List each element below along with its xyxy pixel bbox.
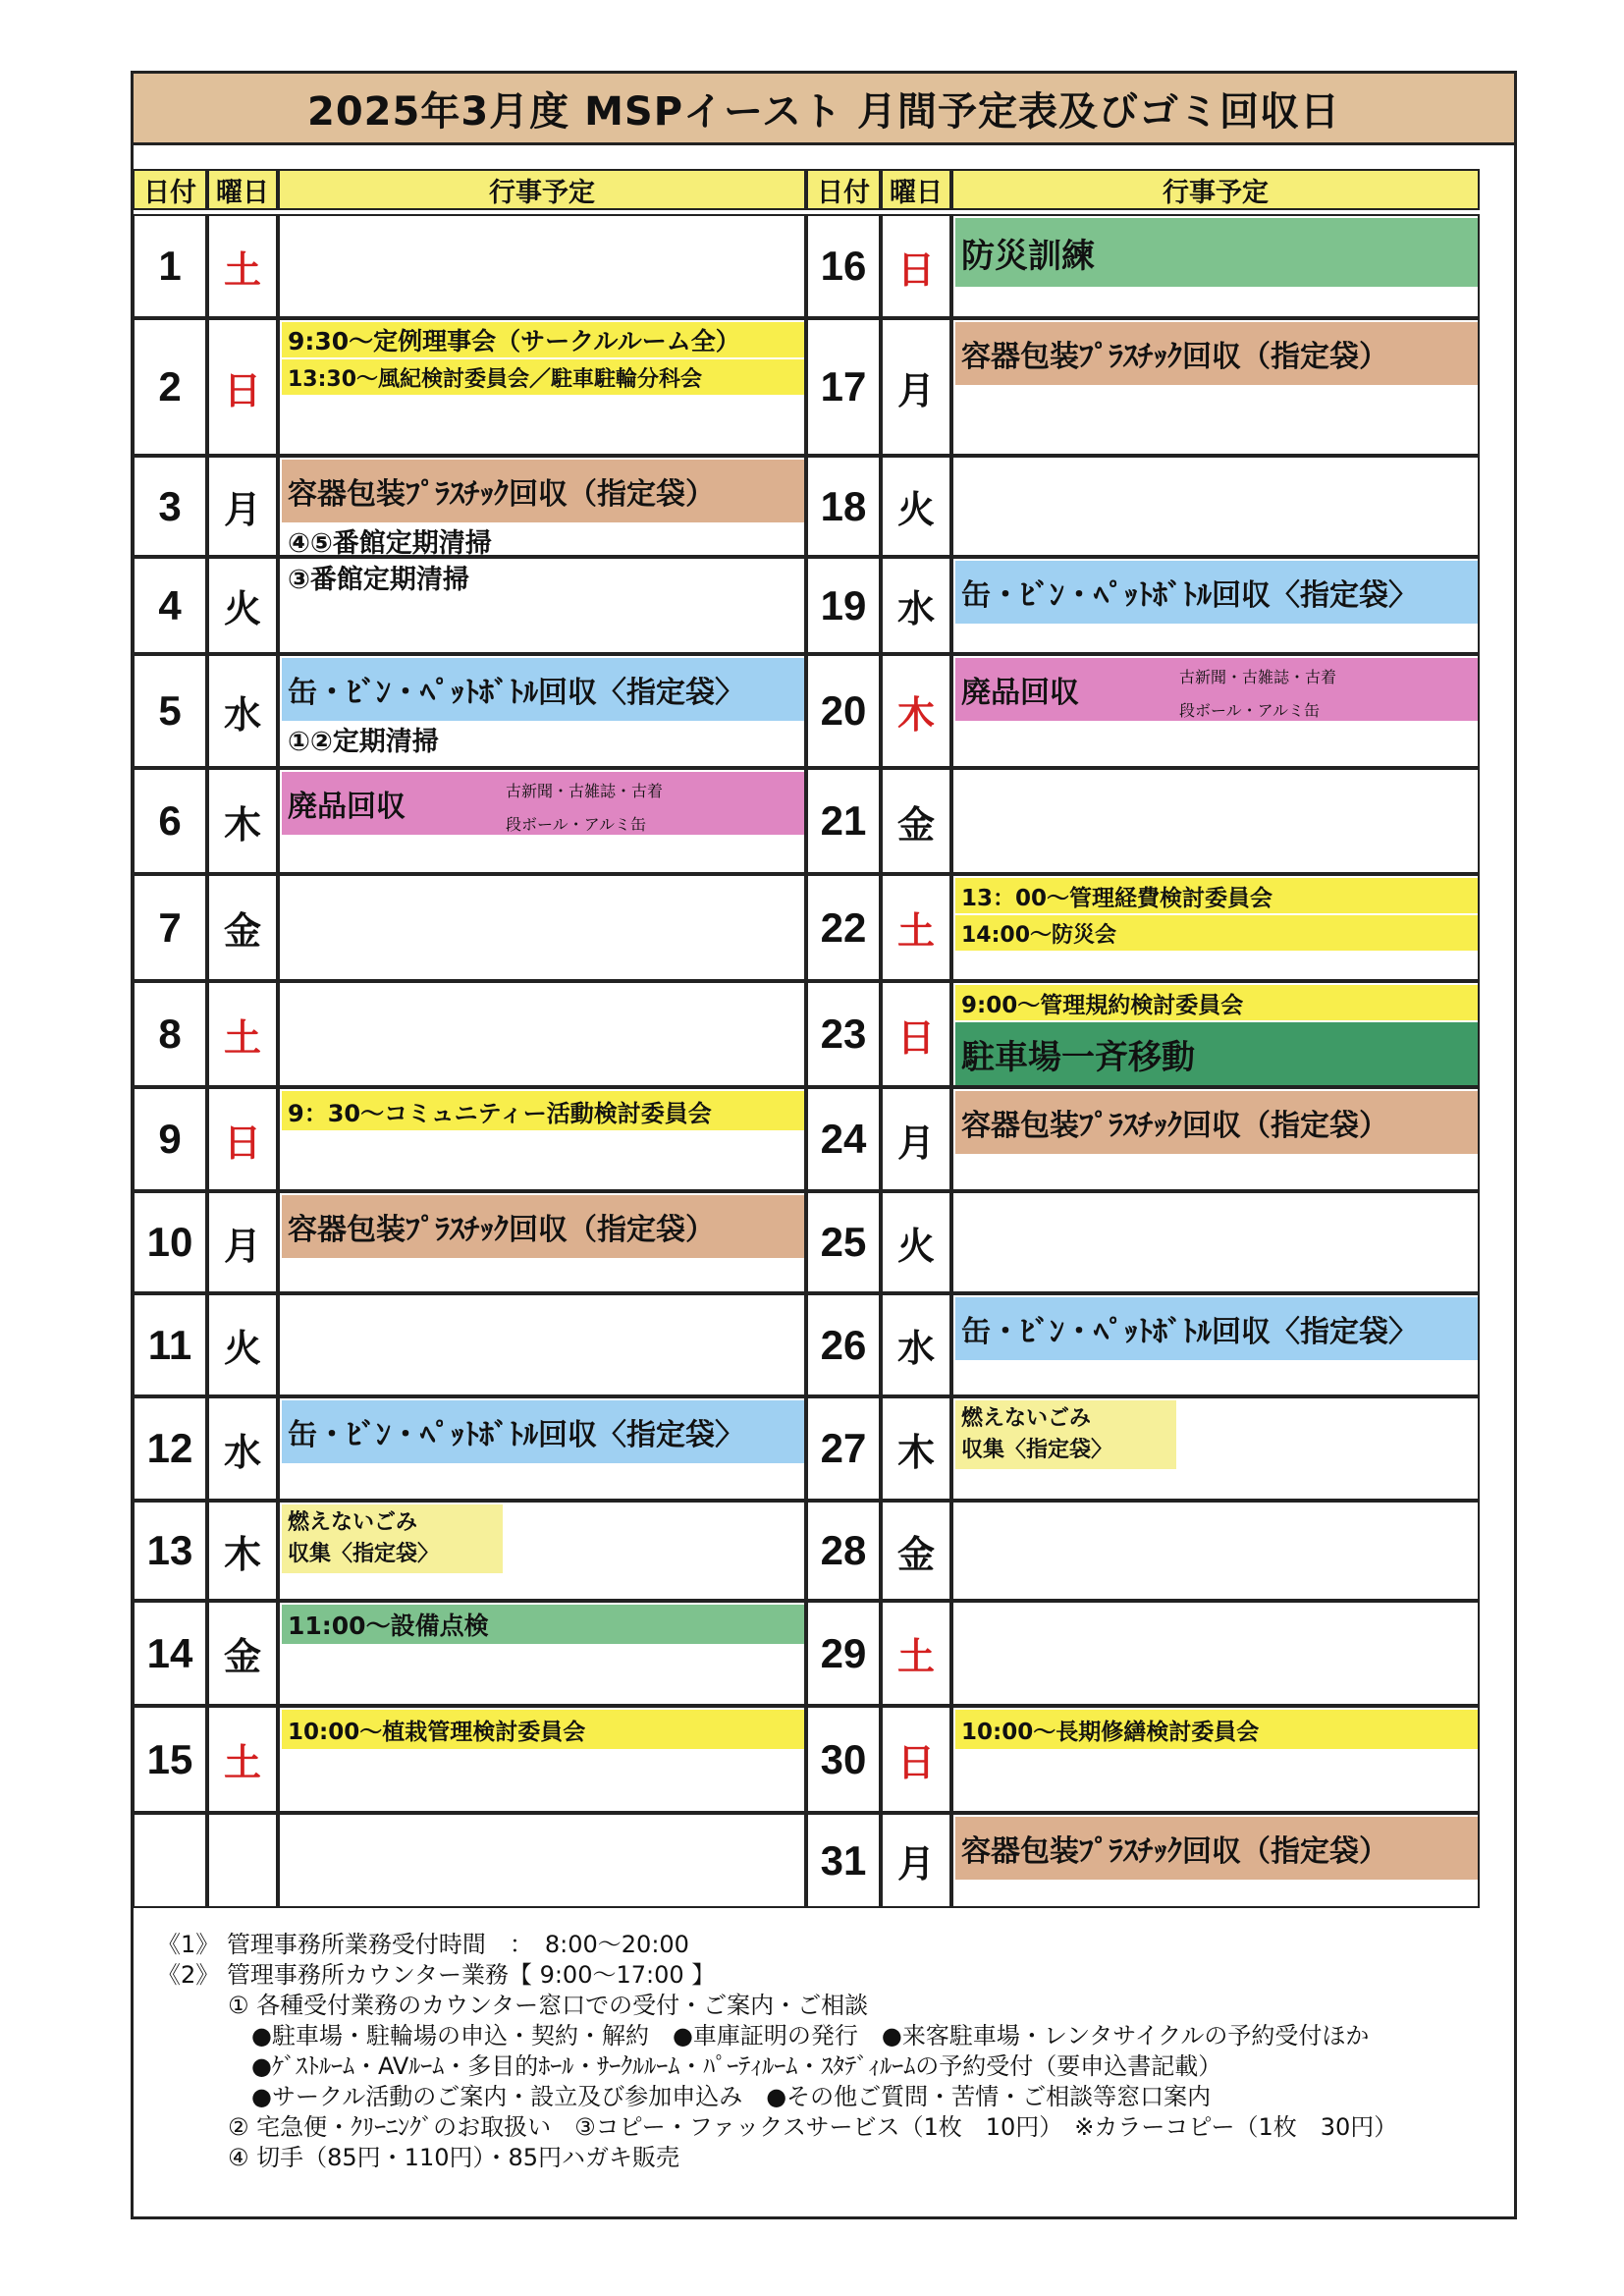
event-text: 11:00～設備点検	[288, 1612, 489, 1640]
table-row	[133, 1601, 806, 1706]
table-row	[133, 654, 806, 768]
day-number: 16	[806, 214, 881, 318]
weekday-label	[207, 1813, 278, 1908]
weekday-label: 水	[881, 557, 951, 654]
table-row	[133, 768, 806, 874]
events-cell	[951, 1396, 1480, 1501]
event-item	[282, 1195, 804, 1258]
weekday-label: 土	[207, 1706, 278, 1813]
events-cell	[951, 557, 1480, 654]
event-text: 廃品回収	[288, 790, 406, 824]
event-item	[282, 561, 792, 595]
weekday-label: 木	[207, 768, 278, 874]
event-item	[955, 1710, 1478, 1749]
event-text: ③番館定期清掃	[288, 564, 469, 595]
weekday-label: 火	[207, 1293, 278, 1396]
day-number: 23	[806, 981, 881, 1087]
page-title: 2025年3月度 MSPイースト 月間予定表及びゴミ回収日	[131, 71, 1517, 145]
day-number: 21	[806, 768, 881, 874]
events-cell	[951, 1087, 1480, 1191]
event-text: 缶・ﾋﾞﾝ・ﾍﾟｯﾄﾎﾞﾄﾙ回収〈指定袋〉	[288, 1418, 744, 1452]
events-cell	[951, 1191, 1480, 1293]
event-item	[282, 723, 792, 757]
event-item	[955, 985, 1478, 1020]
day-number: 24	[806, 1087, 881, 1191]
day-number: 6	[133, 768, 207, 874]
event-subtext: 段ボール・アルミ缶	[506, 815, 647, 834]
event-text: 14:00～防災会	[961, 922, 1117, 948]
weekday-label: 火	[881, 1191, 951, 1293]
table-row	[133, 456, 806, 557]
note-line: ●サークル活動のご案内・設立及び参加申込み ●その他ご質問・苦情・ご相談等窓口案内	[157, 2083, 1212, 2110]
events-cell	[951, 1813, 1480, 1908]
events-cell	[278, 1706, 806, 1813]
weekday-label: 月	[207, 456, 278, 557]
events-cell	[951, 768, 1480, 874]
event-item	[955, 658, 1478, 721]
table-row	[806, 1813, 1480, 1908]
table-row	[133, 1293, 806, 1396]
table-row	[806, 318, 1480, 456]
header-row	[806, 169, 1480, 210]
day-number: 25	[806, 1191, 881, 1293]
event-item	[282, 1605, 804, 1644]
day-number: 3	[133, 456, 207, 557]
weekday-label: 木	[207, 1501, 278, 1601]
weekday-label: 月	[881, 1813, 951, 1908]
event-line: 燃えないごみ	[961, 1406, 1092, 1431]
table-row	[806, 1706, 1480, 1813]
note-line: ●駐車場・駐輪場の申込・契約・解約 ●車庫証明の発行 ●来客駐車場・レンタサイクルの予約受付ほか	[157, 2022, 1370, 2050]
table-row	[806, 981, 1480, 1087]
day-number: 26	[806, 1293, 881, 1396]
event-item	[282, 524, 792, 559]
table-row	[133, 1813, 806, 1908]
event-text: 13：00～管理経費検討委員会	[961, 885, 1273, 911]
event-text: 防災訓練	[961, 236, 1095, 276]
note-line: ●ｹﾞｽﾄﾙｰﾑ・AVﾙｰﾑ・多目的ﾎｰﾙ・ｻｰｸﾙﾙｰﾑ・ﾊﾟｰﾃｨﾙｰﾑ・ｽﾀﾃﾞｨﾙｰﾑの予約受付（要申込書記載）	[157, 2052, 1222, 2080]
events-cell	[951, 1706, 1480, 1813]
events-cell	[278, 1813, 806, 1908]
event-item	[955, 1091, 1478, 1154]
table-row	[133, 557, 806, 654]
day-number: 15	[133, 1706, 207, 1813]
weekday-label: 金	[881, 768, 951, 874]
events-cell	[951, 1293, 1480, 1396]
events-cell	[951, 1601, 1480, 1706]
weekday-label: 土	[881, 874, 951, 981]
header-events: 行事予定	[951, 169, 1480, 210]
event-item	[282, 359, 804, 395]
weekday-label: 日	[881, 981, 951, 1087]
header-row	[133, 169, 806, 210]
event-text: 容器包装ﾌﾟﾗｽﾁｯｸ回収（指定袋）	[961, 1109, 1388, 1143]
weekday-label: 土	[207, 214, 278, 318]
day-number	[133, 1813, 207, 1908]
weekday-label: 日	[207, 318, 278, 456]
events-cell	[951, 654, 1480, 768]
event-item	[955, 218, 1478, 287]
header-date: 日付	[133, 169, 207, 210]
table-row	[806, 768, 1480, 874]
day-number: 4	[133, 557, 207, 654]
day-number: 1	[133, 214, 207, 318]
table-row	[806, 557, 1480, 654]
weekday-label: 土	[207, 981, 278, 1087]
weekday-label: 木	[881, 1396, 951, 1501]
weekday-label: 水	[207, 654, 278, 768]
event-line: 収集〈指定袋〉	[288, 1542, 440, 1566]
note-line: ② 宅急便・ｸﾘｰﾆﾝｸﾞのお取扱い ③コピー・ファックスサービス（1枚 10円） ※カラーコピー（1枚 30円）	[157, 2113, 1398, 2141]
note-line: 《1》 管理事務所業務受付時間 ： 8:00～20:00	[157, 1931, 689, 1958]
event-item	[955, 561, 1478, 624]
event-item	[955, 322, 1478, 385]
table-row	[133, 318, 806, 456]
table-row	[133, 1191, 806, 1293]
weekday-label: 土	[881, 1601, 951, 1706]
event-item	[282, 1504, 503, 1573]
weekday-label: 水	[207, 1396, 278, 1501]
day-number: 27	[806, 1396, 881, 1501]
event-text: 9:00～管理規約検討委員会	[961, 992, 1244, 1018]
weekday-label: 水	[881, 1293, 951, 1396]
table-row	[806, 654, 1480, 768]
weekday-label: 日	[207, 1087, 278, 1191]
day-number: 12	[133, 1396, 207, 1501]
table-row	[133, 981, 806, 1087]
events-cell	[278, 874, 806, 981]
event-text: 缶・ﾋﾞﾝ・ﾍﾟｯﾄﾎﾞﾄﾙ回収〈指定袋〉	[961, 1315, 1418, 1349]
weekday-label: 日	[881, 1706, 951, 1813]
event-item	[282, 1091, 804, 1130]
weekday-label: 月	[881, 1087, 951, 1191]
events-cell	[278, 1191, 806, 1293]
event-text: 廃品回収	[961, 676, 1079, 710]
event-subtext: 段ボール・アルミ缶	[1179, 701, 1321, 720]
event-text: 容器包装ﾌﾟﾗｽﾁｯｸ回収（指定袋）	[961, 340, 1388, 374]
events-cell	[278, 1087, 806, 1191]
office-notes	[157, 1930, 1397, 2173]
event-line: 収集〈指定袋〉	[961, 1438, 1113, 1462]
events-cell	[278, 768, 806, 874]
table-row	[806, 1601, 1480, 1706]
day-number: 7	[133, 874, 207, 981]
event-item	[282, 1400, 804, 1463]
table-row	[806, 1191, 1480, 1293]
events-cell	[951, 214, 1480, 318]
event-subtext: 古新聞・古雑誌・古着	[1179, 668, 1337, 686]
events-cell	[278, 654, 806, 768]
event-text: 缶・ﾋﾞﾝ・ﾍﾟｯﾄﾎﾞﾄﾙ回収〈指定袋〉	[961, 578, 1418, 613]
event-item	[955, 1817, 1478, 1880]
weekday-label: 火	[881, 456, 951, 557]
weekday-label: 日	[881, 214, 951, 318]
day-number: 20	[806, 654, 881, 768]
events-cell	[951, 1501, 1480, 1601]
event-text: 駐車場一斉移動	[961, 1037, 1195, 1077]
note-line: 《2》 管理事務所カウンター業務【 9:00～17:00 】	[157, 1961, 716, 1989]
table-row	[133, 1501, 806, 1601]
event-text: 缶・ﾋﾞﾝ・ﾍﾟｯﾄﾎﾞﾄﾙ回収〈指定袋〉	[288, 676, 744, 710]
events-cell	[278, 1601, 806, 1706]
event-text: 10:00～長期修繕検討委員会	[961, 1719, 1260, 1745]
day-number: 28	[806, 1501, 881, 1601]
event-text: 9:30～定例理事会（サークルルーム全）	[288, 327, 740, 355]
event-item	[955, 1297, 1478, 1360]
header-date: 日付	[806, 169, 881, 210]
event-item	[955, 1400, 1176, 1469]
event-item	[955, 915, 1478, 951]
event-text: 容器包装ﾌﾟﾗｽﾁｯｸ回収（指定袋）	[288, 477, 715, 512]
day-number: 10	[133, 1191, 207, 1293]
table-row	[806, 1396, 1480, 1501]
events-cell	[951, 874, 1480, 981]
event-item	[282, 460, 804, 522]
day-number: 11	[133, 1293, 207, 1396]
table-row	[133, 1087, 806, 1191]
event-item	[955, 1022, 1478, 1085]
day-number: 29	[806, 1601, 881, 1706]
event-text: 9：30～コミュニティー活動検討委員会	[288, 1099, 712, 1127]
event-item	[282, 658, 804, 721]
day-number: 13	[133, 1501, 207, 1601]
event-text: ④⑤番館定期清掃	[288, 527, 492, 559]
header-events: 行事予定	[278, 169, 806, 210]
day-number: 31	[806, 1813, 881, 1908]
events-cell	[278, 318, 806, 456]
events-cell	[278, 456, 806, 557]
table-row	[806, 1501, 1480, 1601]
table-row	[133, 1396, 806, 1501]
day-number: 8	[133, 981, 207, 1087]
table-row	[806, 874, 1480, 981]
table-row	[133, 1706, 806, 1813]
event-text: 容器包装ﾌﾟﾗｽﾁｯｸ回収（指定袋）	[288, 1213, 715, 1247]
events-cell	[278, 981, 806, 1087]
day-number: 30	[806, 1706, 881, 1813]
weekday-label: 月	[881, 318, 951, 456]
day-number: 17	[806, 318, 881, 456]
header-weekday: 曜日	[207, 169, 278, 210]
events-cell	[278, 1396, 806, 1501]
header-weekday: 曜日	[881, 169, 951, 210]
weekday-label: 金	[207, 874, 278, 981]
table-row	[806, 456, 1480, 557]
day-number: 2	[133, 318, 207, 456]
day-number: 14	[133, 1601, 207, 1706]
event-item	[955, 878, 1478, 913]
weekday-label: 木	[881, 654, 951, 768]
event-text: ①②定期清掃	[288, 726, 439, 757]
table-row	[133, 214, 806, 318]
event-line: 燃えないごみ	[288, 1510, 418, 1535]
events-cell	[278, 1501, 806, 1601]
event-subtext: 古新聞・古雑誌・古着	[506, 782, 664, 800]
day-number: 9	[133, 1087, 207, 1191]
events-cell	[278, 557, 806, 654]
day-number: 18	[806, 456, 881, 557]
events-cell	[951, 456, 1480, 557]
event-item	[282, 1710, 804, 1749]
weekday-label: 月	[207, 1191, 278, 1293]
event-text: 容器包装ﾌﾟﾗｽﾁｯｸ回収（指定袋）	[961, 1834, 1388, 1869]
table-row	[806, 214, 1480, 318]
weekday-label: 金	[207, 1601, 278, 1706]
table-row	[806, 1087, 1480, 1191]
events-cell	[951, 318, 1480, 456]
event-item	[282, 772, 804, 835]
events-cell	[951, 981, 1480, 1087]
events-cell	[278, 1293, 806, 1396]
day-number: 22	[806, 874, 881, 981]
day-number: 19	[806, 557, 881, 654]
weekday-label: 金	[881, 1501, 951, 1601]
event-item	[282, 322, 804, 357]
event-text: 13:30～風紀検討委員会／駐車駐輪分科会	[288, 366, 703, 392]
note-line: ④ 切手（85円・110円）・85円ハガキ販売	[157, 2144, 680, 2171]
table-row	[133, 874, 806, 981]
event-text: 10:00～植栽管理検討委員会	[288, 1719, 586, 1745]
weekday-label: 火	[207, 557, 278, 654]
day-number: 5	[133, 654, 207, 768]
table-row	[806, 1293, 1480, 1396]
note-line: ① 各種受付業務のカウンター窓口での受付・ご案内・ご相談	[157, 1992, 869, 2019]
events-cell	[278, 214, 806, 318]
